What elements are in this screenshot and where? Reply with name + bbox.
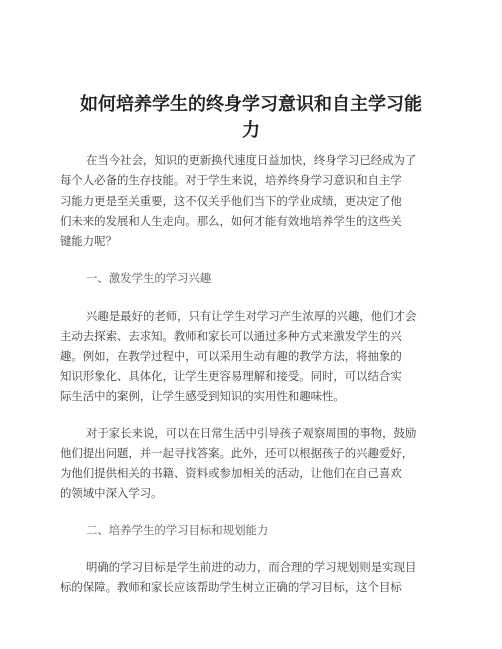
title-line-2: 力 — [242, 120, 260, 141]
paragraph-line: 趣。例如，在教学过程中，可以采用生动有趣的教学方法，将抽象的 — [60, 349, 402, 363]
section-heading: 二、培养学生的学习目标和规划能力 — [86, 523, 269, 537]
paragraph-line: 每个人必备的生存技能。对于学生来说，培养终身学习意识和自主学 — [60, 173, 402, 187]
paragraph-line: 习能力更是至关重要，这不仅关乎他们当下的学业成绩，更决定了他 — [60, 194, 402, 208]
paragraph-line: 他们提出问题，并一起寻找答案。此外，还可以根据孩子的兴趣爱好， — [60, 446, 414, 460]
paragraph-line: 的领域中深入学习。 — [60, 486, 163, 500]
paragraph-line: 知识形象化、具体化，让学生更容易理解和接受。同时，可以结合实 — [60, 369, 402, 383]
paragraph-line: 为他们提供相关的书籍、资料或参加相关的活动，让他们在自己喜欢 — [60, 466, 402, 480]
paragraph-line: 标的保障。教师和家长应该帮助学生树立正确的学习目标，这个目标 — [60, 580, 402, 594]
paragraph-line: 键能力呢？ — [60, 234, 117, 248]
paragraph-line: 在当今社会，知识的更新换代速度日益加快，终身学习已经成为了 — [86, 153, 417, 167]
paragraph-line: 主动去探索、去求知。教师和家长可以通过多种方式来激发学生的兴 — [60, 329, 402, 343]
document-title — [60, 92, 442, 144]
paragraph-line: 兴趣是最好的老师，只有让学生对学习产生浓厚的兴趣，他们才会 — [86, 309, 417, 323]
paragraph-line: 们未来的发展和人生走向。那么，如何才能有效地培养学生的这些关 — [60, 214, 402, 228]
title-line-1: 如何培养学生的终身学习意识和自主学习能 — [80, 94, 422, 115]
section-heading: 一、激发学生的学习兴趣 — [86, 271, 212, 285]
paragraph-line: 对于家长来说，可以在日常生活中引导孩子观察周围的事物，鼓励 — [86, 426, 417, 440]
paragraph-line: 际生活中的案例，让学生感受到知识的实用性和趣味性。 — [60, 389, 345, 403]
paragraph-line: 明确的学习目标是学生前进的动力，而合理的学习规划则是实现目 — [86, 560, 417, 574]
